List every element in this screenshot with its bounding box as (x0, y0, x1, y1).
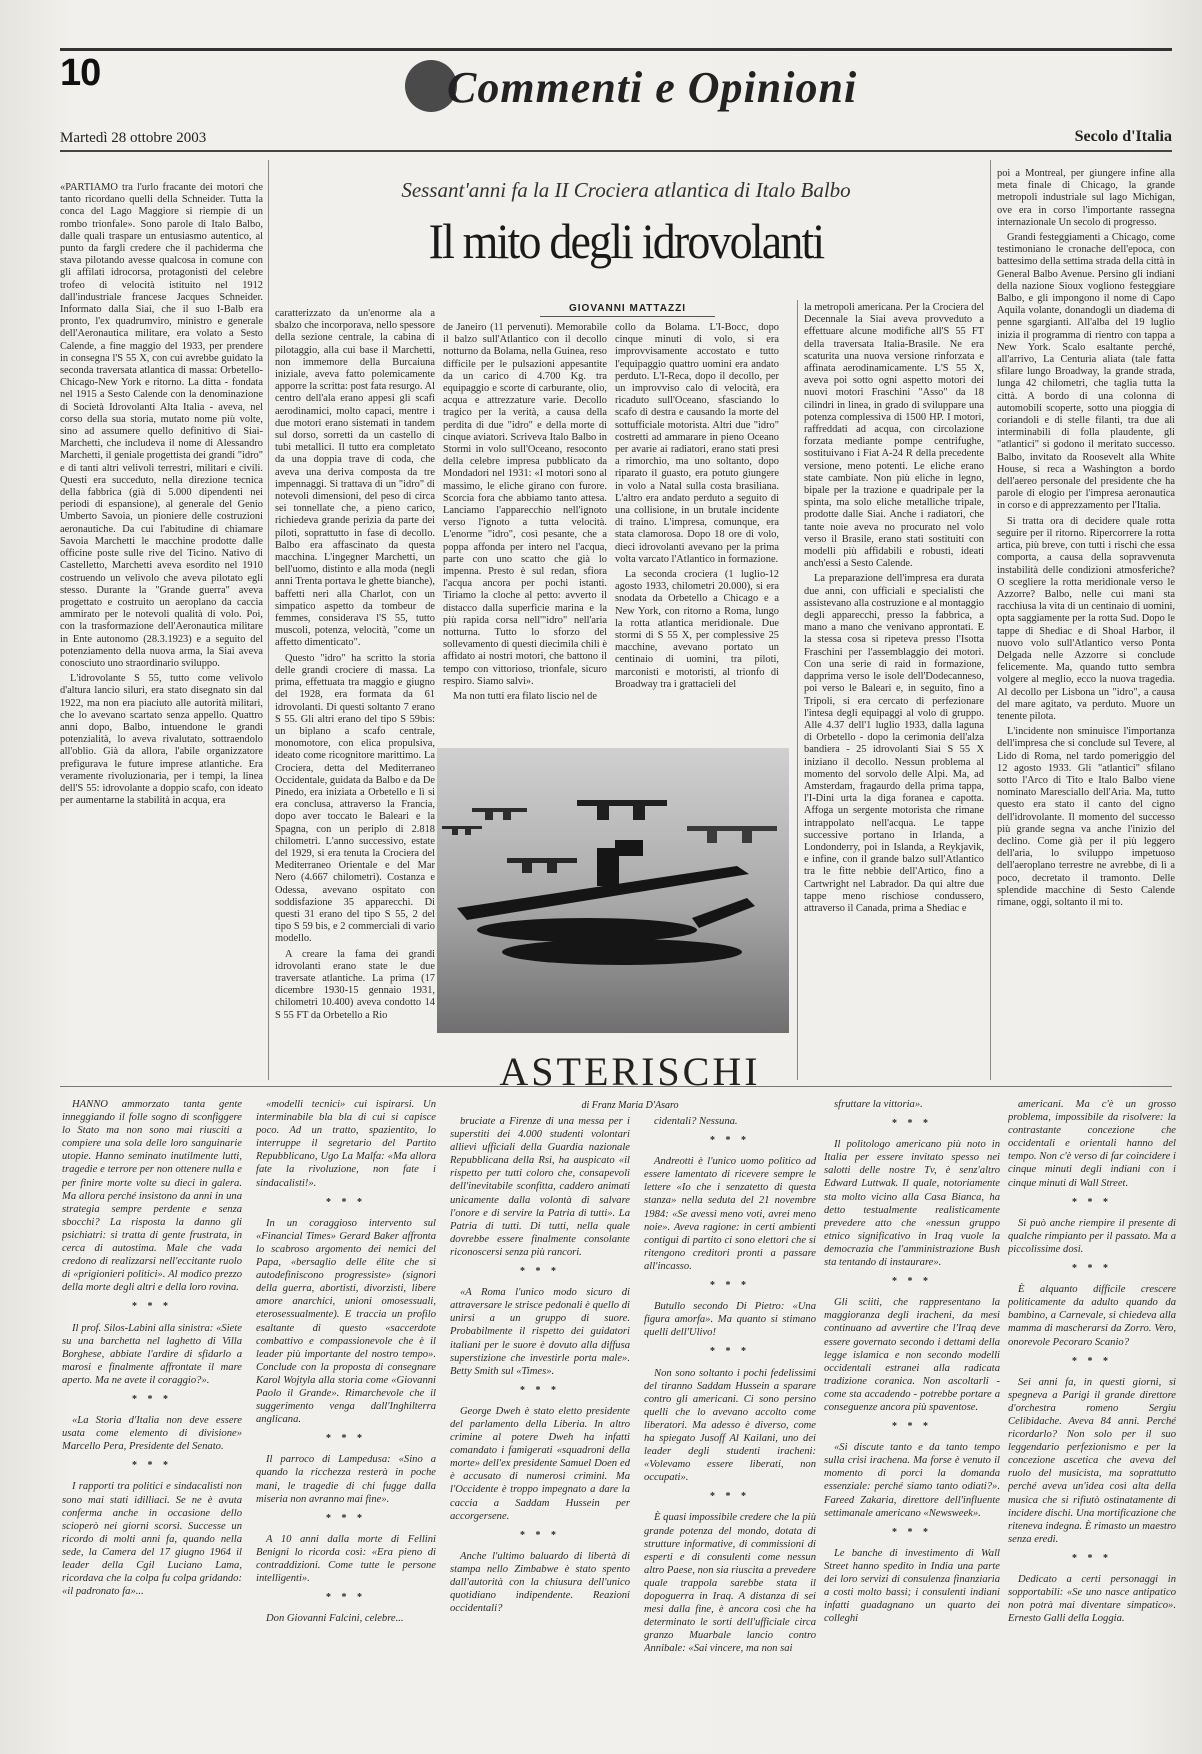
ast-col4-item3: Butullo secondo Di Pietro: «Una figura amorfa». Ma quanto si stimano quelli dell'Ulivo! (644, 1301, 816, 1339)
article-col-3 (443, 322, 607, 727)
asterischi-col-5 (824, 1098, 1000, 1748)
ast-col3-item4: Anche l'ultimo baluardo di libertà di stampa nello Zimbabwe è stato spento dall'autorità con la chiusura dell'unico quotidiano indipendente. Reazioni occidentali? (450, 1550, 630, 1615)
ast-col1-item2: Il prof. Silos-Labini alla sinistra: «Siete su una barchetta nel laghetto di Villa Borghese, abbiate l'ardire di sfidarlo a marosi e finalmente affrontate il mare aperto. Ma ne avete il coraggio?». (62, 1322, 242, 1386)
article-col-1 (60, 182, 263, 1082)
article-col2-p1: caratterizzato da un'enorme ala a sbalzo che incorporava, nello spessore della sezione centrale, la cabina di pilotaggio, alla cui base il Marchetti, non immemore della Burcaiuna iniziale, aveva fatto polemicamente apporre la scritta: post fata resurgo. Al centro dell'ala erano appesi gli scafi aerodinamici, molto capaci, mentre i due motori erano sistemati in tandem sul dorso, sorretti da un castello di tubi metallici. Il tutto era completato da una doppia trave di coda, che aveva una deriva composta da tre impennaggi. Si trattava di un "idro" di notevoli dimensioni, del peso di circa sei tonnellate che, a pieno carico, richiedeva grande perizia da parte dei piloti, soprattutto in fase di decollo. Balbo era affascinato da questa macchina. L'ingegner Marchetti, un bell'uomo, distinto e alla moda (negli anni Trenta portava le ghette bianche), baffetti neri alla Charlot, con un simpatico aspetto da tombeur de femmes, considerava l'S 55, tutto muscoli, potenza, velocità, "come un affetto dimenticato". (275, 308, 435, 649)
article-col6-p3: Si tratta ora di decidere quale rotta seguire per il ritorno. Ripercorrere la rotta artica, più breve, con tutti i rischi che essa comporta, a causa della sopravvenuta instabilità delle condizioni atmosferiche? O scegliere la rotta meridionale verso le Azzorre? Balbo, nelle cui mani sta racchiusa la vita di un centinaio di uomini, opta saggiamente per la rotta Sud. Dopo le tappe di Shediac e di Shoal Harbor, il nuovo volo sull'Atlantico verso Ponta Delgada nelle Azzorre si conclude felicemente. Ma, quando tutto sembra volgere al meglio, ecco la nuova tragedia. Al decollo per Lisbona un "idro", a causa del mare agitato, va perduto. Muore un tenente pilota. (997, 515, 1175, 722)
article-col4-p2: La seconda crociera (1 luglio-12 agosto 1933, chilometri 20.000), si era snodata da Orbetello a Chicago e a New York, con ritorno a Roma, lungo la rotta atlantica meridionale. Due stormi di S 55 X, per complessive 25 macchine, avevano portato un centinaio di uomini, tra piloti, marconisti e motoristi, al trionfo di Broadway tra i grattacieli del (615, 569, 779, 690)
ast-col2-item5: Don Giovanni Falcini, celebre... (266, 1613, 404, 1625)
separator-stars: * * * (132, 1460, 172, 1472)
separator-stars: * * * (892, 1276, 932, 1288)
ast-col4-item5: È quasi impossibile credere che la più grande potenza del mondo, dotata di strutture informative, di commissioni di esperti e di consulenti come nessun altro Paese, non sia riuscita a prevedere quale trappola sarebbe stata il dopoguerra in Iraq. A distanza di sei mesi dalla fine, è ancora così che ha determinato le sorti dell'ufficiale circa granzo Muarbale lancio contro Annibale: «Sai vincere, ma non sai (644, 1512, 816, 1655)
seaplanes-illustration (437, 748, 789, 1033)
column-rule (797, 300, 798, 1080)
article-col6-p4: L'incidente non sminuisce l'importanza dell'impresa che si conclude sul Tevere, al Lido di Roma, nel tardo pomeriggio del 12 agosto 1933. Gli "atlantici" sfilano sotto l'Arco di Tito e Italo Balbo viene nominato Maresciallo dell'Aria. Ma, tutto questo era stato il canto del cigno dell'idrovolante. Il momento del successo più grande segna va anche l'inizio del declino. Come già per il più leggero dell'aria, lo sviluppo impetuoso dell'aeroplano terrestre ne avrebbe, di lì a poco, decretato il tramonto. Delle splendide macchine di Sesto Calende rimane, oggi, soltanto il mi to. (997, 726, 1175, 908)
asterischi-col-1 (62, 1098, 242, 1748)
ast-col6-item3: È alquanto difficile crescere politicamente da adulto quando da bambino, a Carnevale, si chiedeva alla mamma di mascherarsi da Zorro. Vero, onorevole Pecoraro Scanio? (1008, 1284, 1176, 1348)
separator-stars: * * * (1072, 1552, 1112, 1564)
issue-date: Martedì 28 ottobre 2003 (60, 130, 207, 146)
asterischi-col-2 (256, 1098, 436, 1748)
separator-stars: * * * (326, 1433, 366, 1445)
asterischi-col-4 (644, 1115, 816, 1748)
asterischi-byline: di Franz Maria D'Asaro (581, 1100, 679, 1111)
ast-col5-item4: «Si discute tanto e da tanto tempo sulla crisi irachena. Ma forse è venuto il momento di porci la domanda essenziale: perché siamo tanto odiati?». Fareed Zakaria, direttore dell'influente settimanale americano «Newsweek». (824, 1442, 1000, 1519)
dateline-bar (60, 128, 1172, 152)
separator-stars: * * * (892, 1118, 932, 1130)
article-col-4 (615, 322, 779, 727)
ast-col5-item3: Gli sciiti, che rappresentano la maggioranza degli iracheni, da mesi continuano ad avvertire che l'Iraq deve essere governato secondo i dettami della legge islamica e non secondo modelli occidentali estranei alla radicata tradizione coranica. Non ascoltarli - come sta accadendo - potrebbe portare a conseguenze ancora più spaventose. (824, 1297, 1000, 1413)
separator-stars: * * * (710, 1135, 750, 1147)
ast-col1-item3: «La Storia d'Italia non deve essere usata come elemento di divisione» Marcello Pera, Presidente del Senato. (62, 1415, 242, 1453)
page-number: 10 (60, 52, 101, 94)
article-col6-p1: poi a Montreal, per giungere infine alla meta finale di Chicago, la grande metropoli industriale sul lago Michigan, ove era in corso l'importante rassegna internazionale Un secolo di progresso. (997, 168, 1175, 228)
separator-stars: * * * (1072, 1263, 1112, 1275)
separator-stars: * * * (520, 1529, 560, 1541)
ast-col2-item3: Il parroco di Lampedusa: «Sino a quando la ricchezza resterà in poche mani, le tragedie di chi fugge dalla miseria non avranno mai fine». (256, 1454, 436, 1505)
separator-stars: * * * (710, 1280, 750, 1292)
ast-col6-item2: Si può anche riempire il presente di qualche rimpianto per il passato. Ma a piccolissime dosi. (1008, 1217, 1176, 1255)
top-rule (60, 48, 1172, 51)
separator-stars: * * * (520, 1266, 560, 1278)
ast-col2-item4: A 10 anni dalla morte di Fellini Benigni lo ricorda così: «Era pieno di contraddizioni. Come tutte le persone intelligenti». (256, 1533, 436, 1585)
ast-col4-item4: Non sono soltanto i pochi fedelissimi del tiranno Saddam Hussein a sparare contro gli americani. Ci sono persino quelli che lo avevano accolto come liberatori. Ma adesso è diverso, come ha spiegato Jusoff Al Kailani, uno dei leader degli studenti iracheni: «Volevamo essere liberati, non occupati». (644, 1367, 816, 1484)
asterischi-col-3 (450, 1115, 630, 1748)
separator-stars: * * * (326, 1196, 366, 1208)
ast-col1-item1: HANNO ammorzato tanta gente inneggiando il folle sogno di sconfiggere lo Stato ma non sono mai riusciti a compiere una sola delle loro sanguinarie utopie. Hanno seminato inutilmente lutti, tragedie e terrore per non ottenere nulla e per finire morte volte su dieci in galera. Ma allora perché insistono da anni in una strategia sempre perdente e senza sbocchi? La risposta la danno gli psichiatri: si tratta di gente frustrata, in cerca di autostima. Male che vada credono di realizzarsi nell'eccitante ruolo di «prigionieri politici». Al modico prezzo della morte degli altri e della loro rovina. (62, 1099, 242, 1294)
ast-col4-item1: cidentali? Nessuna. (654, 1116, 738, 1127)
article-col2-p3: A creare la fama dei grandi idrovolanti erano state le due traversate atlantiche. La prima (17 dicembre 1930-15 gennaio 1931, chilometri 10.400) aveva condotto 14 S 55 FT da Orbetello a Rio (275, 948, 435, 1021)
ast-col5-item5: Le banche di investimento di Wall Street hanno spedito in India una parte dei loro servizi di consulenza finanziaria a costi molto bassi; i consulenti indiani infatti guadagnano un quarto dei colleghi (824, 1547, 1000, 1625)
separator-stars: * * * (710, 1491, 750, 1503)
article-col3-p2: Ma non tutti era filato liscio nel de (453, 691, 597, 703)
article-col4-p1: collo da Bolama. L'I-Bocc, dopo cinque minuti di volo, si era improvvisamente accostato e tutto l'equipaggio quattro uomini era andato perduto. L'I-Reca, dopo il decollo, per un improvviso calo di velocità, era ricaduto sull'Oceano, sfasciando lo scafo di destra e causando la morte del sottufficiale motorista. Altri due "idro" costretti ad ammarare in pieno Oceano per avarie ai radiatori, erano stati presi a rimorchio, ma uno soltanto, dopo riparato il guasto, era potuto giungere in volo a Natal sulla costa brasiliana. L'altro era andato perduto a seguito di una collisione, in un brutale incidente di traino. L'impresa, comunque, era stata clamorosa. Dopo 18 ore di volo, dieci idrovolanti avevano per la prima volta varcato l'Atlantico in formazione. (615, 322, 779, 565)
separator-stars: * * * (710, 1346, 750, 1358)
masthead: Secolo d'Italia (1074, 128, 1172, 145)
section-title (405, 60, 857, 113)
ast-col4-item2: Andreotti è l'unico uomo politico ad essere lamentato di ricevere sempre le lettere «Io che i senzatetto di questa stanza» nella seduta del 21 novembre 1984: «Se avessi meno voti, avrei meno noie». Aveva ragione: in certi ambienti contigui di partito ci sono elettori che si ritengono creditori pronti a passare all'incasso. (644, 1156, 816, 1272)
separator-stars: * * * (132, 1301, 172, 1313)
ast-col6-item1: americani. Ma c'è un grosso problema, impossibile da risolvere: la contrastante concezione che occidentali e orientali hanno del tempo. Non c'è verso di far coincidere i cinque minuti degli indiani con i cinque minuti di Wall Street. (1008, 1099, 1176, 1189)
separator-stars: * * * (892, 1526, 932, 1538)
seaplanes-photo (437, 748, 789, 1033)
ast-col5-item1: sfruttare la vittoria». (834, 1099, 923, 1110)
section-title-text: Commenti e Opinioni (447, 63, 858, 112)
article-byline: GIOVANNI MATTAZZI (540, 303, 715, 317)
ast-col6-item5: Dedicato a certi personaggi in sopportabili: «Se uno nasce antipatico non potrà mai diventare simpatico». Ernesto Galli della Loggia. (1008, 1574, 1176, 1625)
article-col6-p2: Grandi festeggiamenti a Chicago, come testimoniano le cronache dell'epoca, con battesimo della settima strada della città in General Balbo Avenue. Persino gli indiani della nazione Sioux vogliono festeggiare Balbo, e gli impongono il nome di Capo Aquila volante, donandogli un diadema di penne sgargianti. All'alba del 19 luglio inizia il programma di rientro con tappa a New York. Scalo esaltante perché, all'arrivo, La Centuria aliata (tale fatta sfilare lungo Broadway, la grande strada, lunga 42 chilometri, che taglia tutta la città. A bordo di una colonna di automobili scoperte, sotto una pioggia di coriandoli e di stelle filanti, tra due ali interminabili di folla plaudente, gli "atlantici" si godono il meritato successo. Balbo, invitato da Roosevelt alla White House, si reca a Washington a bordo dell'aereo personale del presidente che ha parole di elogio per l'impresa aeronautica in corso e di apprezzamento per l'Italia. (997, 232, 1175, 512)
ast-col1-item4: I rapporti tra politici e sindacalisti non sono mai stati idilliaci. Se ne è avuta conferma anche in occasione dello scioperò nei giorni scorsi. Successe un ricordo di molti anni fa, quando nella sede, la Camera del 17 giugno 1964 il leader della Cgil Luciano Lama, ricordava che la colpa fu colpa gridando: «il padronato fa»... (62, 1481, 242, 1598)
article-headline: Il mito degli idrovolanti (428, 213, 824, 269)
column-rule (990, 160, 991, 1080)
article-kicker: Sessant'anni fa la II Crociera atlantica di Italo Balbo (401, 178, 851, 202)
separator-stars: * * * (1072, 1355, 1112, 1367)
ast-col3-item3: George Dweh è stato eletto presidente del parlamento della Liberia. In altro crimine al potere Dweh ha infatti comandato i famigerati «squadroni della morte» dell'ex presidente Samuel Doen ed è accusato di numerosi crimini. Ma l'Occidente è troppo impegnato a dare la caccia a Saddam Hussein per accorgersene. (450, 1405, 630, 1522)
ast-col2-item1: «modelli tecnici» cui ispirarsi. Un interminabile bla bla di cui si capisce poco. Ad un tratto, spazientito, lo interruppe il segretario del Partito Repubblicano, Ugo La Malfa: «Ma allora fate la rivoluzione, non fate i sindacalisti!». (256, 1099, 436, 1189)
separator-stars: * * * (892, 1421, 932, 1433)
ast-col3-item1: bruciate a Firenze di una messa per i superstiti dei 4.000 studenti volontari allievi ufficiali della Guardia nazionale Repubblicana della Rsi, ha auspicato «il rispetto per tutti coloro che, consapevoli dell'inevitabile sconfitta, caddero animati unicamente dalla volontà di salvare l'onore e di servire la Patria di tutti». La Patria di tutti. Di tutti, nella quale dovrebbe essere finalmente consolante riconoscersi senza più rancori. (450, 1116, 630, 1258)
separator-stars: * * * (1072, 1196, 1112, 1208)
article-col5-p2: La preparazione dell'impresa era durata due anni, con ufficiali e specialisti che assistevano alla costruzione e al montaggio degli apparecchi, presso la fabbrica, a mano a mano che venivano approntati. E la stessa cosa si ripeteva presso l'Isotta Fraschini per l'assemblaggio dei motori. Con una serie di raid in formazione, dapprima verso le isole dell'Dodecanneso, poi verso le Baleari e, in seguito, fino a Tripoli, si era cercato di perfezionare l'intesa degli equipaggi al volo di gruppo. Alle 4.37 dell'1 luglio 1933, dalla laguna di Orbetello - dopo la cerimonia dell'alza bandiera - 25 idrovolanti Siai S 55 X iniziano il decollo. Nessun problema al momento del sorvolo delle Alpi. Ma, ad Amsterdam, fragaurdo della prima tappa, l'I-Dini urta la diga foranea e capotta. Affoga un sergente motorista che rimane intrappolato nell'acqua. Le tappe successive portano in Irlanda, a Londonderry, poi in Islanda, a Reykjavik, e infine, con il grande balzo sull'Atlantico tra le fitte nebbie dell'Artico, fino a Cartwright nel Labrador. Da qui altre due tappe meno rischiose condussero, attraverso il Canada, prima a Shediac e (804, 573, 984, 914)
ast-col2-item2: In un coraggioso intervento sul «Financial Times» Gerard Baker affronta lo scabroso argomento dei nemici del Papa, «bersaglio delle élite che si autodefiniscono progressiste» (signori della guerra, abortisti, divorzisti, libere amore anarchici, unioni omosessuali, eterosessualmente). E traccia un profilo esaltante di questo «saccerdote combattivo e compassionevole che è il leader più importante del nostro tempo». Conclude con la proposta di consegnare Karol Wojtyla alla storia come «Giovanni Paolo il Grande». Rimarchevole che il suggerimento venga dall'Inghilterra anglicana. (256, 1217, 436, 1426)
ast-col6-item4: Sei anni fa, in questi giorni, si spegneva a Parigi il grande direttore d'orchestra romeno Sergiu Celibidache. Aveva 84 anni. Perché ricordarlo? Non solo per il suo leggendario perfezionismo e per la concezione ascetica che aveva del ruolo del musicista, ma soprattutto perché aveva un'idea così alta della musica che si rifiutò ostinatamente di incidere dischi. Una mortificazione che riteneva indegna. È rimasto un maestro senza eredi. (1008, 1376, 1176, 1545)
separator-stars: * * * (132, 1393, 172, 1405)
separator-stars: * * * (326, 1512, 366, 1524)
asterischi-col-6 (1008, 1098, 1176, 1748)
ast-col3-item2: «A Roma l'unico modo sicuro di attraversare le strisce pedonali è quello di unirsi a un gruppo di suore. Probabilmente il rispetto dei guidatori italiani per le suore è dovuto alla diffusa superstizione che investirle porta male». Betty Smith sul «Times». (450, 1287, 630, 1377)
article-col-2 (275, 308, 435, 1083)
article-col-6 (997, 168, 1175, 1082)
ast-col5-item2: Il politologo americano più noto in Italia per essere invitato spesso nei salotti delle nostre Tv, è senz'altro Edward Luttwak. Il quale, notoriamente sta molto vicino alla Casa Bianca, ha detto testualmente realisticamente prevedere atto che «nessun gruppo etnico significativo in Iraq vuole la democrazia che l'amministrazione Bush sta tentando di instaurare». (824, 1139, 1000, 1269)
separator-stars: * * * (520, 1384, 560, 1396)
separator-stars: * * * (326, 1592, 366, 1604)
column-rule (268, 160, 269, 1080)
article-col5-p1: la metropoli americana. Per la Crociera del Decennale la Siai aveva provveduto a effettuare alcune modifiche all'S 55 FT della traversata Italia-Brasile. Ne era scaturita una nuova versione rinforzata e affinata aerodinamicamente. L'S 55 X, aveva poi sotto ogni aspetto motori dei nuovi motori Fraschini "Asso" da 18 cilindri in linea, in grado di sviluppare una potenza complessiva di 1500 HP. I motori, raffreddati ad acqua, con circolazione forzata mediante pompe centrifughe, sostituivano i Fiat A-24 R della precedente versione, meno potenti. Le eliche erano state cambiate. Non più eliche in legno, bipale per la trazione e quadripale per la spinta, ma solo eliche metalliche tripale, prodotte dalle Siai. Anche i radiatori, che tante noie aveva no procurato nel volo verso il Brasile, erano stati sostituiti con modelli più affidabili e robusti, ideati anch'essi a Sesto Calende. (804, 302, 984, 570)
article-col1-p2: L'idrovolante S 55, tutto come velivolo d'altura lancio siluri, era stato disegnato sin dal 1922, ma non era piaciuto alle autorità militari, che lo avevano scartato senza appello. Quattro anni dopo, Balbo, intuendone le grandi potenzialità, lo aveva rivalutato, sottraendolo all'oblio. Già da allora, l'abile organizzatore prefigurava le future imprese atlantiche. Era veramente rivoluzionaria, per i tempi, la linea dell'S 55: idrovolante a doppio scafo, con ideato per aumentarne la stabilità in acqua, era (60, 673, 263, 807)
article-col1-p1: «PARTIAMO tra l'urlo fracante dei motori che tanto ricordano quelli della Schneider. Tutta la conca del Lago Maggiore si riempie di un rombo trionfale». Sono parole di Italo Balbo, dalle quali traspare un entusiasmo autentico, al punto da fargli credere che il pachiderma che stava pilotando avesse qualcosa in comune con gli affilati idrocorsa, protagonisti del celebre trofeo di velocità istituito nel 1912 dall'industriale francese Jacques Schneider. Informato dalla Siai, che il suo I-Balb era pronto, l'ex quadrumviro, ministro e generale dell'Aeronautica militare, era volato a Sesto Calende, a fine maggio del 1933, per prendere in consegna l'S 55 X, con cui avrebbe guidato la seconda traversata atlantica di massa: Orbetello-Chicago-New York e ritorno. La ditta - fondata nel 1915 a Sesto Calende con la denominazione di Società Idrovolanti Alta Italia - aveva, nel corso della sua storia, mutato nome più volte, sino ad assumere quello definitivo di Siai-Marchetti, che includeva il nome di Alessandro Marchetti, il geniale progettista dei grandi "idro" e di tanti altri velivoli terrestri, militari e civili. Questi era succeduto, nella direzione tecnica della fabbrica (già di 5.000 dipendenti nei periodi di espansione), al generale del Genio Umberto Savoia, un pioniere delle costruzioni aeronautiche. Da cui l'abitudine di chiamare Savoia Marchetti le macchine prodotte dalle officine poste sulle rive del Ticino. Nativo di Castelletto, Marchetti aveva esordito nel 1910 costruendo un velivolo che aveva pilotato egli stesso. Durante la "Grande guerra" aveva progettato e costruito un aeroplano da caccia ammirato per le notevoli qualità di volo. Poi, con la trasformazione dell'Aeronautica militare in Ente autonomo (28.3.1923) e a seguito del potenziamento della nuova arma, la Siai aveva conosciuto uno straordinario sviluppo. (60, 182, 263, 669)
article-col2-p2: Questo "idro" ha scritto la storia delle grandi crociere di massa. La prima, effettuata tra maggio e giugno del 1928, era formata da 61 idrovolanti. Di questi soltanto 7 erano S 55. Gli altri erano del tipo S 59bis: un biplano a scafo centrale, monomotore, con elica propulsiva, ideato come ricognitore marittimo. La Crociera, detta del Mediterraneo Occidentale, guidata da Balbo e da De Pinedo, era iniziata a Orbetello e lì si era conclusa, attraverso la Francia, dopo aver toccato le Baleari e la Spagna, con un periplo di 2.818 chilometri. L'anno successivo, estate del 1929, si era tenuta la Crociera del Mediterraneo Orientale e del Mar Nero (4.667 chilometri). Costanza e Odessa, avevano ospitato con soddisfazione 35 apparecchi. Di questi 31 erano del tipo S 55, 2 del tipo S 59 bis, e 2 commerciali di vario modello. (275, 652, 435, 945)
article-col-5 (804, 302, 984, 1082)
article-col3-p1: de Janeiro (11 pervenuti). Memorabile il balzo sull'Atlantico con il decollo notturno da Bolama, nella Guinea, reso difficile per le pulsazioni appesantite da un carico di 4.700 Kg. tra equipaggio e scorte di carburante, olio, acqua e attrezzature varie. Decollo tragico per la verità, a causa della perdita di due "idro" e della morte di cinque aviatori. Scriveva Italo Balbo in Stormi in volo sull'Oceano, resoconto della celebre impresa pubblicato da Mondadori nel 1931: «I motori sono al massimo, le eliche girano con furore. Scorcia fora che abbiamo tanto attesa. Lanciamo l'apparecchio nell'ignoto verso l'ignoto a tutta velocità. L'enorme "idro", così pesante, che a poppa affonda per intero nel l'acqua, parte con uno scatto che già lo impenna. Presto è sul redan, sfiora l'acqua ancora per pochi istanti. Tiriamo la cloche al petto: avverto il distacco dalla superficie marina e la più rapida corsa nell'"idro" nell'aria notturna. Tutto lo sforzo del sollevamento di questi diecimila chili è affidato ai nostri motori, che battono il tempo con vittorioso, trionfale, sicuro respiro. Siamo salvi». (443, 322, 607, 687)
asterischi-title: ASTERISCHI (499, 1049, 761, 1094)
